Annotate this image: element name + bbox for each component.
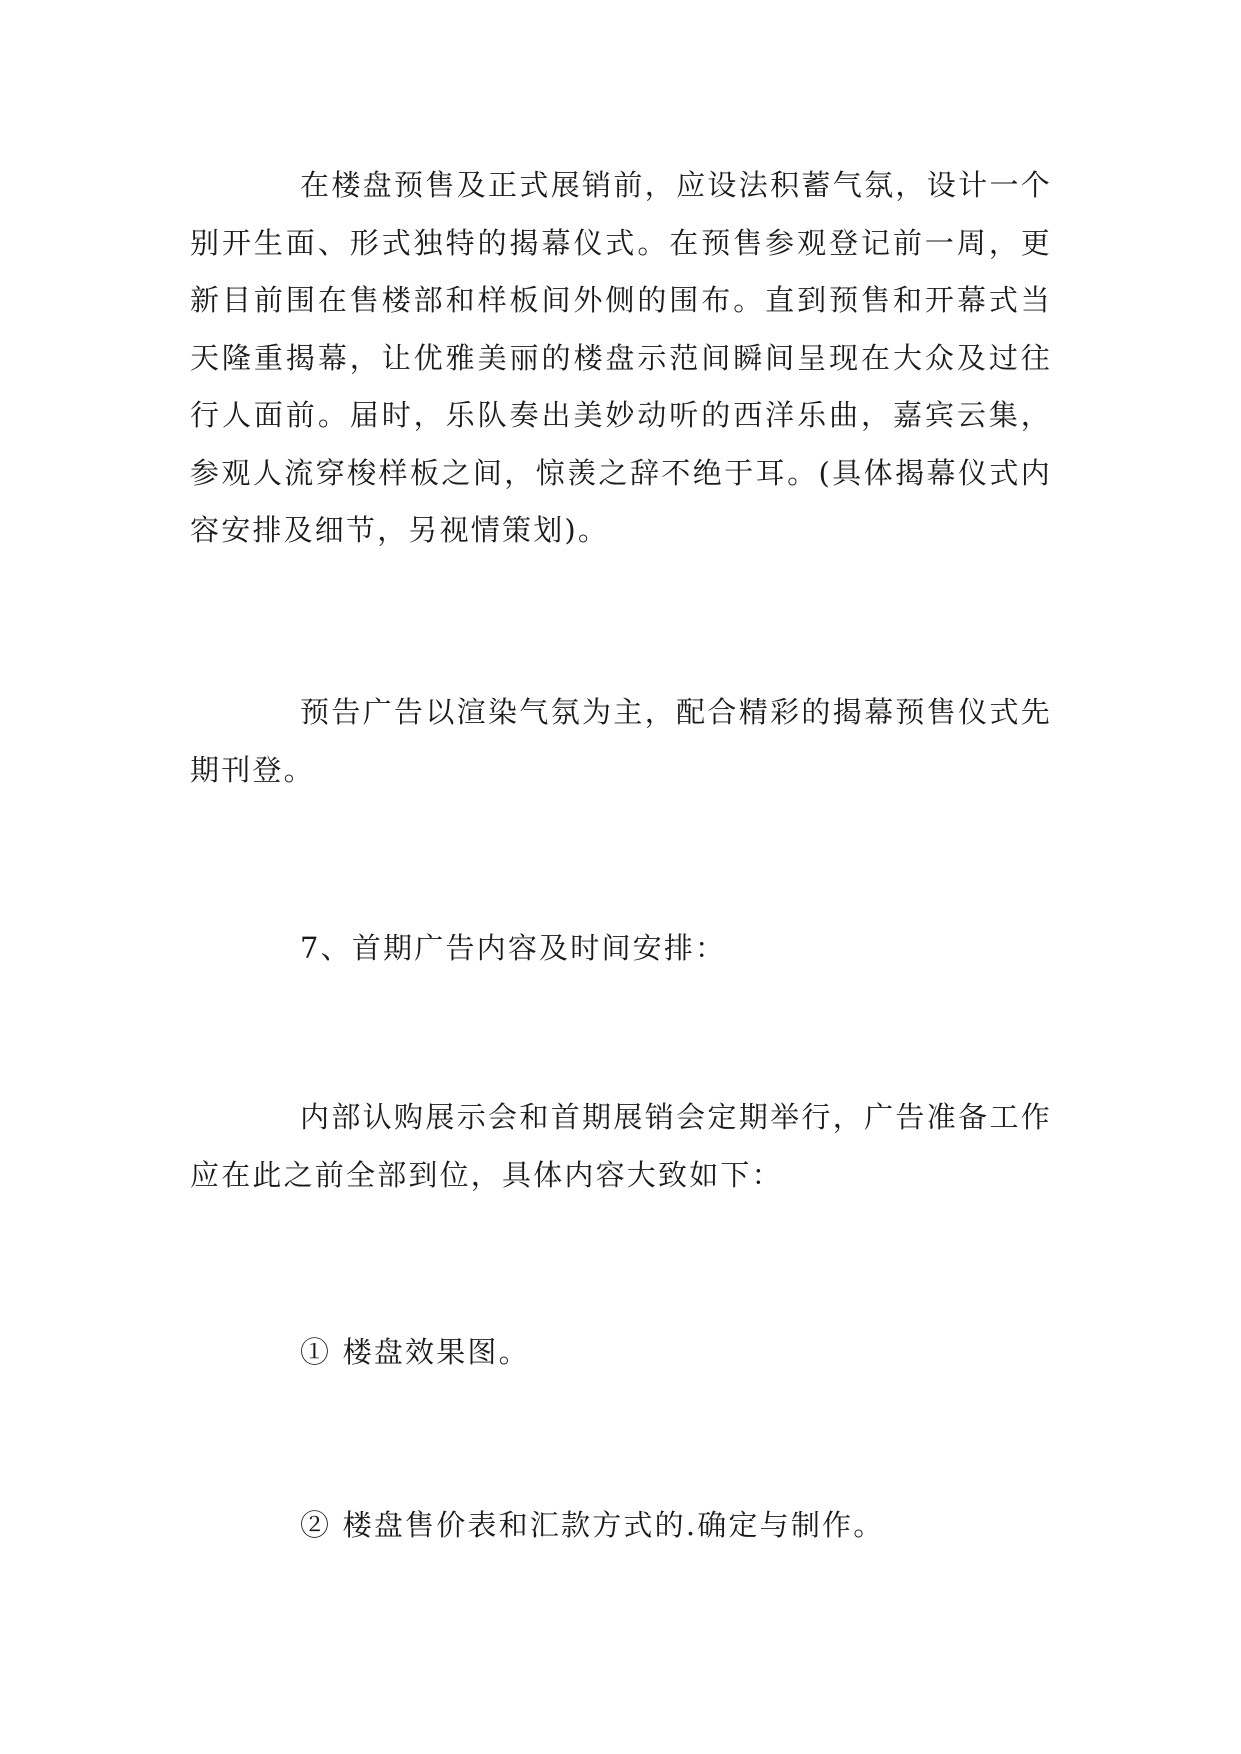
paragraph-unveiling-ceremony: 在楼盘预售及正式展销前，应设法积蓄气氛，设计一个别开生面、形式独特的揭幕仪式。在预售参观登记前一周，更新目前围在售楼部和样板间外侧的围布。直到预售和开幕式当天隆重揭幕，让优雅美丽的楼盘示范间瞬间呈现在大众及过往行人面前。届时，乐队奏出美妙动听的西洋乐曲，嘉宾云集，参观人流穿梭样板之间，惊羡之辞不绝于耳。(具体揭幕仪式内容安排及细节，另视情策划)。 xyxy=(190,168,1052,547)
paragraph-preview-advertising: 预告广告以渲染气氛为主，配合精彩的揭幕预售仪式先期刊登。 xyxy=(190,695,1052,787)
paragraph-exhibition-preparation: 内部认购展示会和首期展销会定期举行，广告准备工作应在此之前全部到位，具体内容大致如下： xyxy=(190,1100,1052,1192)
list-item-price-list: ② 楼盘售价表和汇款方式的.确定与制作。 xyxy=(300,1508,885,1542)
section-heading-first-phase-ads: 7、首期广告内容及时间安排： xyxy=(300,931,727,965)
list-item-renderings: ① 楼盘效果图。 xyxy=(300,1335,530,1369)
